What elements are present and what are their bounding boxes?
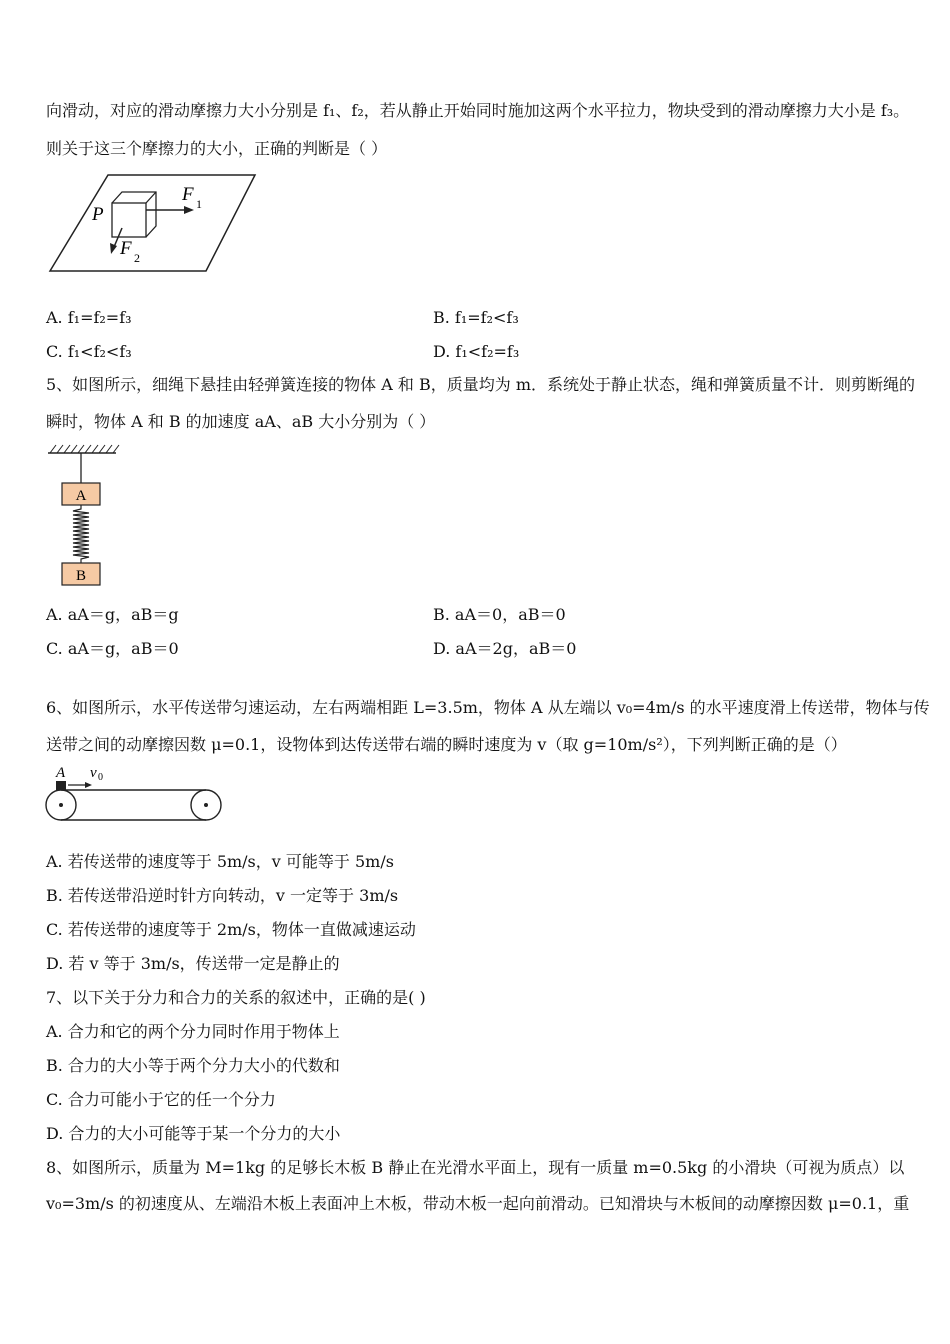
q4-option-d: D. f₁<f₂=f₃ (433, 342, 520, 361)
block-a-label: A (75, 488, 87, 504)
object-a (56, 781, 66, 790)
inclined-plane (50, 175, 255, 271)
label-p: P (92, 204, 104, 225)
spring (73, 505, 89, 563)
q7-option-c: C. 合力可能小于它的任一个分力 (46, 1090, 276, 1109)
q7-stem: 7、以下关于分力和合力的关系的叙述中，正确的是( ) (46, 988, 426, 1007)
label-f2-sub: 2 (134, 251, 140, 265)
label-f1-sub: 1 (196, 197, 202, 211)
q8-stem-line2: v₀=3m/s 的初速度从、左端沿木板上表面冲上木板，带动木板一起向前滑动。已知滑块与木板间的动摩擦因数 μ=0.1，重 (46, 1194, 910, 1213)
label-a: A (56, 765, 66, 781)
label-v0-sub: 0 (98, 772, 103, 783)
q4-stem-line2: 则关于这三个摩擦力的大小，正确的判断是（ ） (46, 139, 388, 158)
label-v0: v (90, 765, 97, 781)
q6-option-a: A. 若传送带的速度等于 5m/s，v 可能等于 5m/s (46, 852, 394, 871)
block-b-label: B (75, 568, 87, 584)
ceiling-hatch (50, 445, 119, 453)
q4-option-a: A. f₁=f₂=f₃ (46, 308, 132, 327)
q6-figure-conveyor-belt (40, 760, 226, 826)
q5-option-c: C. aA＝g，aB＝0 (46, 639, 179, 658)
q4-option-b: B. f₁=f₂<f₃ (433, 308, 519, 327)
label-f1: F (182, 184, 194, 205)
q6-stem-line2: 送带之间的动摩擦因数 μ=0.1，设物体到达传送带右端的瞬时速度为 v（取 g=10m/s²），下列判断正确的是（） (46, 735, 847, 754)
q7-option-a: A. 合力和它的两个分力同时作用于物体上 (46, 1022, 340, 1041)
q5-figure-spring-blocks (46, 440, 120, 590)
q4-stem-line1: 向滑动，对应的滑动摩擦力大小分别是 f₁、f₂，若从静止开始同时施加这两个水平拉力，物块受到的滑动摩擦力大小是 f₃。 (46, 101, 910, 120)
q5-option-d: D. aA＝2g，aB＝0 (433, 639, 577, 658)
q8-stem-line1: 8、如图所示，质量为 M=1kg 的足够长木板 B 静止在光滑水平面上，现有一质量 m=0.5kg 的小滑块（可视为质点）以 (46, 1158, 905, 1177)
q4-option-c: C. f₁<f₂<f₃ (46, 342, 132, 361)
q6-option-c: C. 若传送带的速度等于 2m/s，物体一直做减速运动 (46, 920, 416, 939)
block-cube (112, 192, 156, 237)
q4-figure-plane-block (46, 170, 260, 276)
q6-stem-line1: 6、如图所示，水平传送带匀速运动，左右两端相距 L=3.5m，物体 A 从左端以 v₀=4m/s 的水平速度滑上传送带，物体与传 (46, 698, 930, 717)
q5-stem-line2: 瞬时，物体 A 和 B 的加速度 aA、aB 大小分别为（ ） (46, 412, 436, 431)
label-f2: F (120, 238, 132, 259)
q6-option-b: B. 若传送带沿逆时针方向转动，v 一定等于 3m/s (46, 886, 399, 905)
q7-option-b: B. 合力的大小等于两个分力大小的代数和 (46, 1056, 340, 1075)
q6-option-d: D. 若 v 等于 3m/s，传送带一定是静止的 (46, 954, 340, 973)
q5-option-a: A. aA＝g，aB＝g (46, 605, 179, 624)
q5-stem-line1: 5、如图所示，细绳下悬挂由轻弹簧连接的物体 A 和 B，质量均为 m．系统处于静止状态，绳和弹簧质量不计．则剪断绳的 (46, 375, 916, 394)
q5-option-b: B. aA＝0，aB＝0 (433, 605, 566, 624)
q7-option-d: D. 合力的大小可能等于某一个分力的大小 (46, 1124, 341, 1143)
